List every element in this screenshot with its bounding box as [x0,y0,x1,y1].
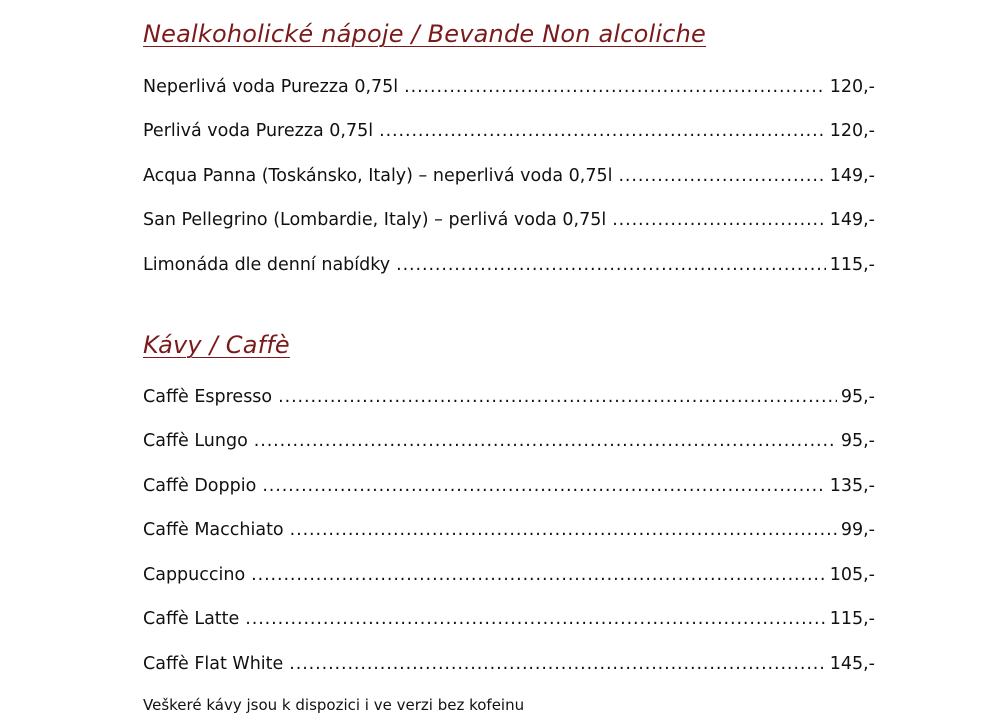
dot-leader [262,473,825,499]
menu-item-name: Caffè Lungo [143,431,248,451]
menu-item-name: Neperlivá voda Purezza 0,75l [143,77,399,97]
menu-item-price: 115,- [829,609,875,629]
menu-item-price: 115,- [829,255,875,275]
dot-leader [289,651,825,677]
menu-item [143,74,875,100]
menu-item-price: 149,- [829,166,875,186]
menu-item [143,163,875,189]
dot-leader [618,163,825,189]
menu-item-name: Caffè Espresso [143,387,273,407]
menu-item-price: 120,- [829,121,875,141]
menu-item [143,207,875,233]
menu-item-price: 135,- [829,476,875,496]
dot-leader [290,517,837,543]
menu-item [143,562,875,588]
menu-item-price: 145,- [829,654,875,674]
menu-item-name: San Pellegrino (Lombardie, Italy) – perlivá voda 0,75l [143,210,607,230]
dot-leader [612,207,826,233]
menu-item-name: Caffè Macchiato [143,520,284,540]
menu-item [143,384,875,410]
menu-item-name: Acqua Panna (Toskánsko, Italy) – neperlivá voda 0,75l [143,166,613,186]
menu-item [143,473,875,499]
dot-leader [396,252,826,278]
menu-item-name: Limonáda dle denní nabídky [143,255,391,275]
menu-item [143,651,875,677]
menu-item-name: Caffè Flat White [143,654,284,674]
section-title-non-alcoholic: Nealkoholické nápoje / Bevande Non alcoliche [143,20,707,48]
menu-item-price: 120,- [829,77,875,97]
menu-item [143,252,875,278]
menu-item-price: 95,- [840,387,875,407]
menu-item-name: Caffè Doppio [143,476,257,496]
dot-leader [251,562,826,588]
menu-item-name: Cappuccino [143,565,246,585]
menu-item-name: Perlivá voda Purezza 0,75l [143,121,374,141]
section-title-coffee: Kávy / Caffè [143,331,290,359]
menu-item [143,428,875,454]
dot-leader [278,384,837,410]
dot-leader [245,606,825,632]
menu-item-price: 149,- [829,210,875,230]
dot-leader [254,428,837,454]
menu-item [143,118,875,144]
menu-item-price: 105,- [829,565,875,585]
menu-item-name: Caffè Latte [143,609,240,629]
menu-item [143,517,875,543]
dot-leader [404,74,826,100]
menu-item-price: 99,- [840,520,875,540]
dot-leader [379,118,826,144]
menu-item [143,606,875,632]
decaf-note: Veškeré kávy jsou k dispozici i ve verzi bez kofeinu [143,696,525,714]
menu-item-price: 95,- [840,431,875,451]
